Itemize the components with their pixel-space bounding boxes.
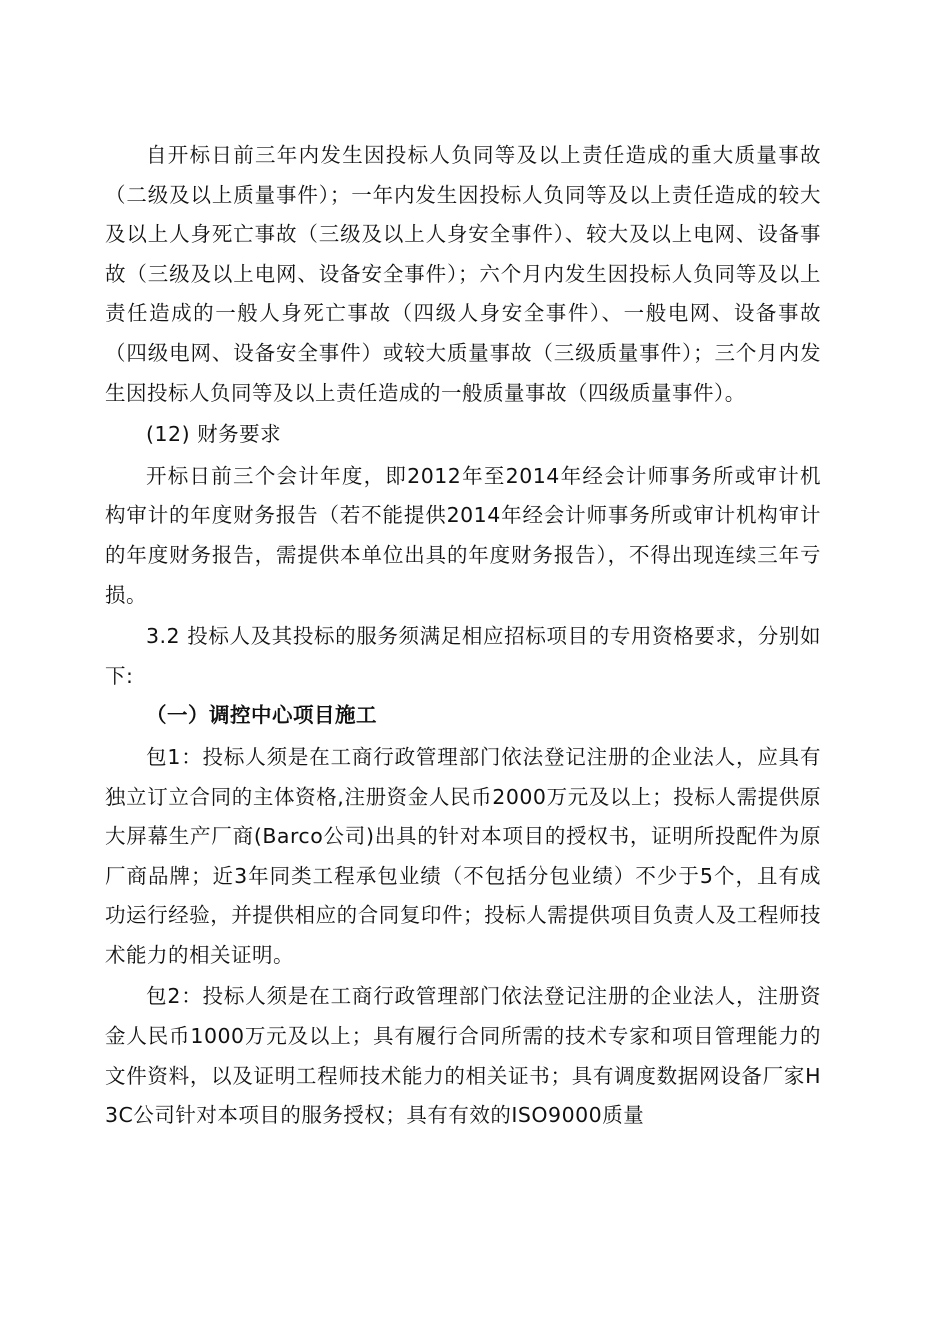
paragraph-package-2: 包2：投标人须是在工商行政管理部门依法登记注册的企业法人，注册资金人民币1000万元及以上；具有履行合同所需的技术专家和项目管理能力的文件资料，以及证明工程师技术能力的相关证书；具有调度数据网设备厂家H3C公司针对本项目的服务授权；具有有效的ISO9000质量 xyxy=(105,984,821,1128)
paragraph-finance-requirement: 开标日前三个会计年度，即2012年至2014年经会计师事务所或审计机构审计的年度财务报告（若不能提供2014年经会计师事务所或审计机构审计的年度财务报告，需提供本单位出具的年度财务报告），不得出现连续三年亏损。 xyxy=(105,463,821,607)
paragraph-finance-heading: (12) 财务要求 xyxy=(146,422,282,447)
section-heading-control-center: （一）调控中心项目施工 xyxy=(146,703,377,728)
paragraph-special-qualification: 3.2 投标人及其投标的服务须满足相应招标项目的专用资格要求，分别如下: xyxy=(105,624,821,688)
document-body xyxy=(105,136,821,1136)
paragraph-package-1: 包1：投标人须是在工商行政管理部门依法登记注册的企业法人，应具有独立订立合同的主体资格,注册资金人民币2000万元及以上；投标人需提供原大屏幕生产厂商(Barco公司)出具的针对本项目的授权书，证明所投配件为原厂商品牌；近3年同类工程承包业绩（不包括分包业绩）不少于5个，且有成功运行经验，并提供相应的合同复印件；投标人需提供项目负责人及工程师技术能力的相关证明。 xyxy=(105,744,821,967)
paragraph-accident-conditions: 自开标日前三年内发生因投标人负同等及以上责任造成的重大质量事故（二级及以上质量事件）；一年内发生因投标人负同等及以上责任造成的较大及以上人身死亡事故（三级及以上人身安全事件）、较大及以上电网、设备事故（三级及以上电网、设备安全事件）；六个月内发生因投标人负同等及以上责任造成的一般人身死亡事故（四级人身安全事件）、一般电网、设备事故（四级电网、设备安全事件）或较大质量事故（三级质量事件）；三个月内发生因投标人负同等及以上责任造成的一般质量事故（四级质量事件）。 xyxy=(105,143,821,405)
